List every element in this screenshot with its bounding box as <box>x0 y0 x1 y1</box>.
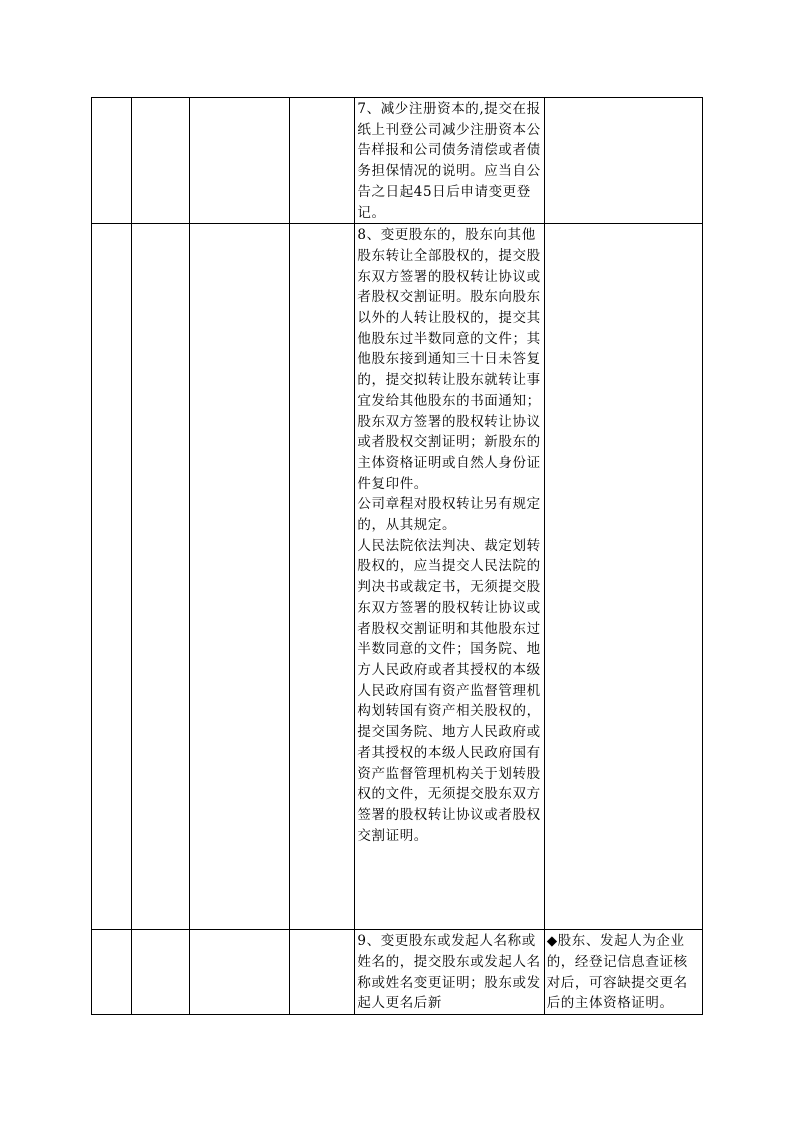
requirement-cell <box>355 98 544 224</box>
table-row <box>92 930 703 1015</box>
table-row <box>92 98 703 224</box>
requirement-paragraph: 公司章程对股权转让另有规定的，从其规定。 <box>357 496 541 534</box>
table-row <box>92 224 703 930</box>
empty-cell <box>132 98 190 224</box>
requirement-text: 9、变更股东或发起人名称或姓名的，提交股东或发起人名称或姓名变更证明；股东或发起人更名后新 <box>357 933 541 1012</box>
requirement-text <box>355 224 543 846</box>
requirement-paragraph: 8、变更股东的，股东向其他股东转让全部股权的，提交股东双方签署的股权转让协议或者股权交割证明。股东向股东以外的人转让股权的，提交其他股东过半数同意的文件；其他股东接到通知三十日未答复的，提交拟转让股东就转让事宜发给其他股东的书面通知；股东双方签署的股权转让协议或者股权交割证明；新股东的主体资格证明或自然人身份证件复印件。 <box>357 227 541 492</box>
note-text: ◆股东、发起人为企业的，经登记信息查证核对后，可容缺提交更名后的主体资格证明。 <box>546 933 688 1012</box>
requirements-table <box>91 97 703 1015</box>
empty-cell <box>132 224 190 930</box>
empty-cell <box>190 930 290 1015</box>
empty-cell <box>290 930 355 1015</box>
note-cell <box>544 98 702 224</box>
requirement-cell <box>355 224 544 930</box>
empty-cell <box>132 930 190 1015</box>
empty-cell <box>190 98 290 224</box>
requirement-text: 7、减少注册资本的,提交在报纸上刊登公司减少注册资本公告样报和公司债务清偿或者债务担保情况的说明。应当自公告之日起45日后申请变更登记。 <box>357 101 541 221</box>
empty-cell <box>290 98 355 224</box>
requirement-paragraph: 人民法院依法判决、裁定划转股权的，应当提交人民法院的判决书或裁定书，无须提交股东双方签署的股权转让协议或者股权交割证明和其他股东过半数同意的文件；国务院、地方人民政府或者其授权的本级人民政府国有资产监督管理机构划转国有资产相关股权的，提交国务院、地方人民政府或者其授权的本级人民政府国有资产监督管理机构关于划转股权的文件，无须提交股东双方签署的股权转让协议或者股权交割证明。 <box>357 537 541 844</box>
empty-cell <box>190 224 290 930</box>
requirement-cell <box>355 930 544 1015</box>
empty-cell <box>290 224 355 930</box>
note-cell <box>544 930 702 1015</box>
empty-cell <box>92 224 132 930</box>
empty-cell <box>92 930 132 1015</box>
empty-cell <box>92 98 132 224</box>
note-text <box>545 224 702 225</box>
note-cell <box>544 224 702 930</box>
note-text <box>545 98 702 99</box>
